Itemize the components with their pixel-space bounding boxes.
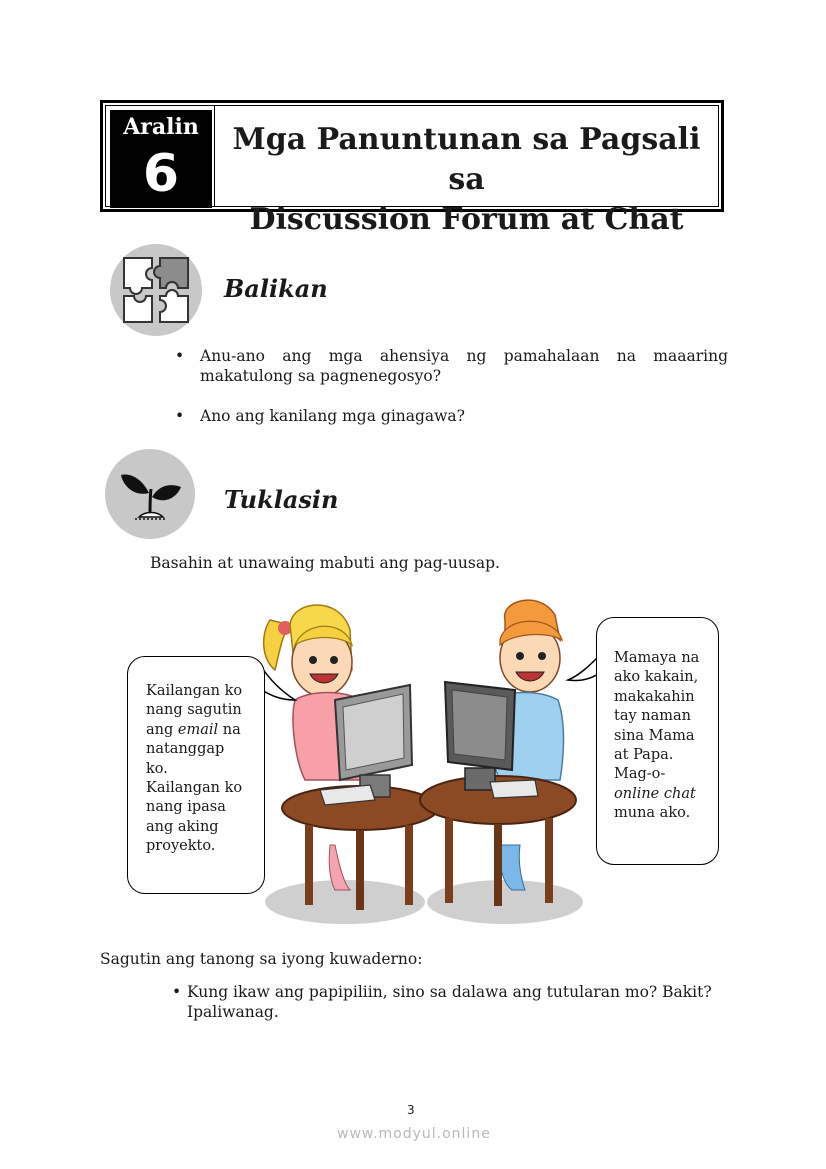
girl-bubble-line: ang aking: [146, 818, 219, 835]
balikan-heading: Balikan: [224, 274, 328, 303]
lesson-title-line2: Discussion Forum at Chat: [249, 202, 684, 237]
bullet-glyph: •: [172, 983, 182, 1001]
boy-bubble-line: muna ako.: [614, 805, 691, 822]
sagutin-question-line2: Ipaliwanag.: [187, 1003, 279, 1021]
balikan-question-2: • Ano ang kanilang mga ginagawa?: [175, 406, 728, 426]
girl-bubble-line: ko.: [146, 760, 168, 777]
lesson-header: [100, 100, 724, 237]
girl-bubble-line: ang email na: [146, 721, 241, 738]
sagutin-instruction: Sagutin ang tanong sa iyong kuwaderno:: [100, 950, 423, 968]
girl-bubble-line: Kailangan ko: [146, 780, 243, 797]
girl-bubble-line: proyekto.: [146, 838, 216, 855]
girl-bubble-line: nang ipasa: [146, 799, 226, 816]
sagutin-question-line1: • Kung ikaw ang papipiliin, sino sa dalawa ang tutularan mo? Bakit?: [172, 983, 712, 1001]
page-number: 3: [407, 1103, 415, 1117]
boy-bubble-line: tay naman: [614, 708, 691, 725]
boy-speech-bubble: [596, 617, 719, 865]
header-frame: [105, 105, 719, 237]
aralin-label: Aralin: [123, 114, 199, 140]
balikan-questions: [175, 346, 728, 426]
boy-bubble-line: makakahin: [614, 688, 695, 705]
tuklasin-instruction: Basahin at unawaing mabuti ang pag-uusap.: [150, 554, 500, 572]
balikan-question-1: • Anu-ano ang mga ahensiya ng pamahalaan na maaaring makatulong sa pagnenegosyo?: [175, 346, 728, 386]
kids-at-computers-illustration: [250, 590, 600, 930]
girl-bubble-line: natanggap: [146, 741, 225, 758]
sagutin-question: [172, 982, 742, 1022]
puzzle-icon: [110, 244, 202, 336]
girl-speech-bubble: [127, 656, 265, 894]
boy-bubble-line: online chat: [614, 785, 696, 802]
lesson-title-box: [214, 106, 718, 237]
girl-bubble-line: Kailangan ko: [146, 683, 243, 699]
lesson-title-line1: Mga Panuntunan sa Pagsali sa: [232, 122, 701, 197]
tuklasin-heading: Tuklasin: [224, 485, 339, 514]
lesson-title: [215, 120, 718, 240]
lesson-number-block: [110, 110, 212, 208]
boy-bubble-line: Mag-o-: [614, 766, 666, 783]
site-watermark: www.modyul.online: [337, 1126, 491, 1142]
seedling-icon: [105, 449, 195, 539]
boy-bubble-line: sina Mama: [614, 727, 695, 744]
girl-bubble-line: nang sagutin: [146, 702, 242, 719]
boy-bubble-line: at Papa.: [614, 747, 674, 764]
lesson-number: 6: [142, 144, 180, 204]
boy-bubble-line: Mamaya na: [614, 650, 700, 666]
boy-bubble-line: ako kakain,: [614, 669, 699, 686]
